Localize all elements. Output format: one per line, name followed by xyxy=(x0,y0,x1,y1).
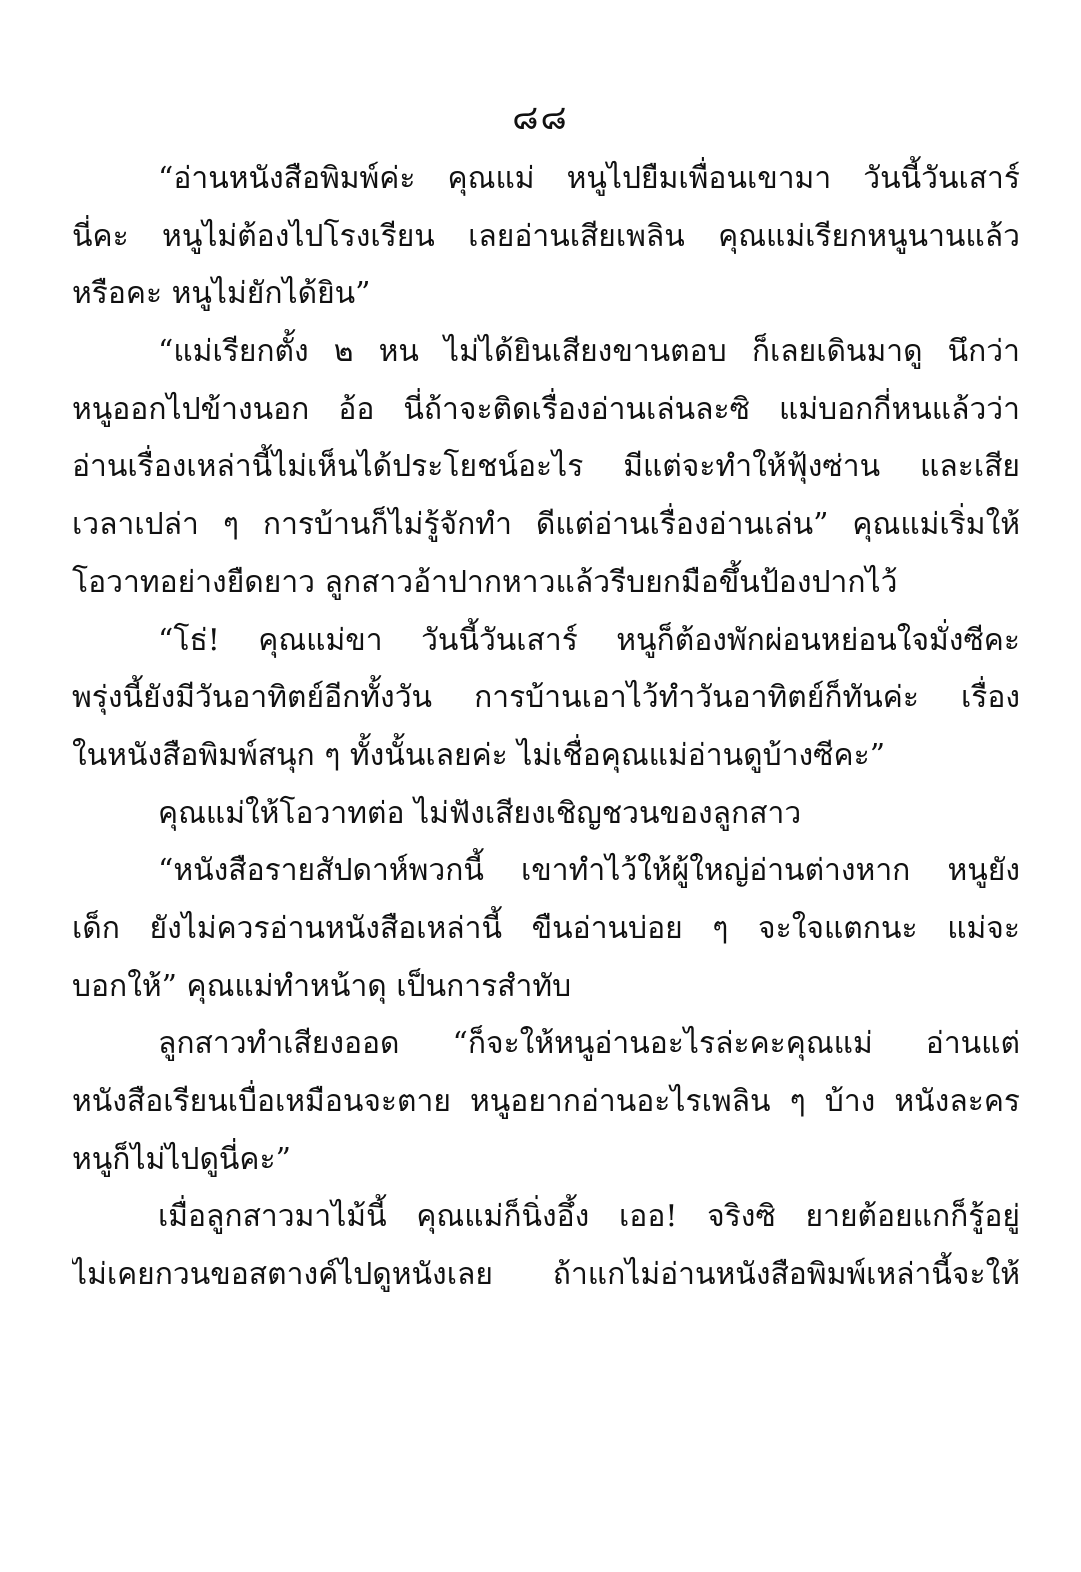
text-line: เด็ก ยังไม่ควรอ่านหนังสือเหล่านี้ ขืนอ่านบ่อย ๆ จะใจแตกนะ แม่จะ xyxy=(72,910,1020,946)
text-line: บอกให้” คุณแม่ทำหน้าดุ เป็นการสำทับ xyxy=(72,968,572,1004)
text-line: ในหนังสือพิมพ์สนุก ๆ ทั้งนั้นเลยค่ะ ไม่เชื่อคุณแม่อ่านดูบ้างซีคะ” xyxy=(72,737,886,773)
text-line: ลูกสาวทำเสียงออด “ก็จะให้หนูอ่านอะไรล่ะคะคุณแม่ อ่านแต่ xyxy=(158,1026,1020,1062)
text-line: หนูออกไปข้างนอก อ้อ นี่ถ้าจะติดเรื่องอ่านเล่นละซิ แม่บอกกี่หนแล้วว่า xyxy=(72,391,1020,427)
text-line: คุณแม่ให้โอวาทต่อ ไม่ฟังเสียงเชิญชวนของลูกสาว xyxy=(158,795,802,831)
text-line: “โธ่! คุณแม่ขา วันนี้วันเสาร์ หนูก็ต้องพักผ่อนหย่อนใจมั่งซีคะ xyxy=(158,622,1020,658)
text-line: หนังสือเรียนเบื่อเหมือนจะตาย หนูอยากอ่านอะไรเพลิน ๆ บ้าง หนังละคร xyxy=(72,1084,1020,1119)
page-number: ๘๘ xyxy=(512,98,569,138)
text-line: “แม่เรียกตั้ง ๒ หน ไม่ได้ยินเสียงขานตอบ ก็เลยเดินมาดู นึกว่า xyxy=(158,334,1020,370)
text-line: เมื่อลูกสาวมาไม้นี้ คุณแม่ก็นิ่งอึ้ง เออ! จริงซิ ยายต้อยแกก็รู้อยู่ xyxy=(158,1199,1020,1235)
text-line: โอวาทอย่างยืดยาว ลูกสาวอ้าปากหาวแล้วรีบยกมือขึ้นป้องปากไว้ xyxy=(72,564,898,600)
text-line: “อ่านหนังสือพิมพ์ค่ะ คุณแม่ หนูไปยืมเพื่อนเขามา วันนี้วันเสาร์ xyxy=(158,161,1020,196)
text-line: หรือคะ หนูไม่ยักได้ยิน” xyxy=(72,276,371,312)
text-line: หนูก็ไม่ไปดูนี่คะ” xyxy=(72,1141,291,1177)
text-line: อ่านเรื่องเหล่านี้ไม่เห็นได้ประโยชน์อะไร มีแต่จะทำให้ฟุ้งซ่าน และเสีย xyxy=(72,449,1020,485)
text-line: พรุ่งนี้ยังมีวันอาทิตย์อีกทั้งวัน การบ้านเอาไว้ทำวันอาทิตย์ก็ทันค่ะ เรื่อง xyxy=(72,680,1020,716)
text-line: ไม่เคยกวนขอสตางค์ไปดูหนังเลย ถ้าแกไม่อ่านหนังสือพิมพ์เหล่านี้จะให้ xyxy=(72,1257,1020,1293)
text-line: เวลาเปล่า ๆ การบ้านก็ไม่รู้จักทำ ดีแต่อ่านเรื่องอ่านเล่น” คุณแม่เริ่มให้ xyxy=(72,507,1020,543)
text-line: “หนังสือรายสัปดาห์พวกนี้ เขาทำไว้ให้ผู้ใหญ่อ่านต่างหาก หนูยัง xyxy=(158,853,1020,889)
text-line: นี่คะ หนูไม่ต้องไปโรงเรียน เลยอ่านเสียเพลิน คุณแม่เรียกหนูนานแล้ว xyxy=(72,218,1020,254)
body-text xyxy=(72,150,1020,1304)
